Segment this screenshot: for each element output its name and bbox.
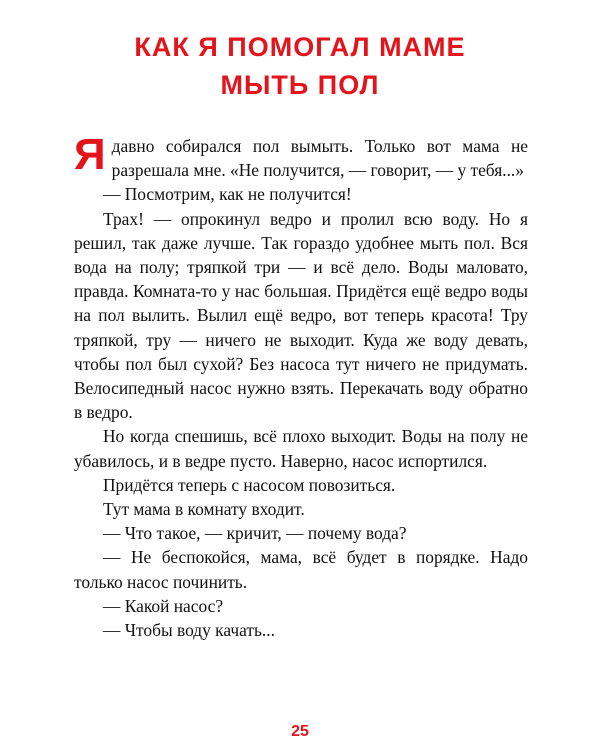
story-title <box>0 28 600 104</box>
page-number: 25 <box>291 723 309 740</box>
paragraph-6: Тут мама в комнату входит. <box>103 499 305 520</box>
drop-cap-letter: Я <box>74 130 106 179</box>
paragraph-9: — Какой насос? <box>103 595 224 616</box>
story-title-line-1: КАК Я ПОМОГАЛ МАМЕ <box>134 32 466 62</box>
paragraph-8: — Не беспокойся, мама, всё будет в порядке. Надо только насос починить. <box>74 547 528 592</box>
paragraph-1-text: давно собирался пол вымыть. Только вот мама не разрешала мне. «Не получится, — говорит, — у тебя...» <box>111 136 528 181</box>
paragraph-4: Но когда спешишь, всё плохо выходит. Воды на полу не убавилось, и в ведре пусто. Наверно, насос испортился. <box>74 426 528 471</box>
paragraph-7: — Что такое, — кричит, — почему вода? <box>103 523 407 544</box>
paragraph-10: — Чтобы воду качать... <box>103 620 275 641</box>
story-title-line-2: МЫТЬ ПОЛ <box>220 70 380 100</box>
paragraph-1 <box>74 130 528 182</box>
paragraph-2: — Посмотрим, как не получится! <box>103 184 352 205</box>
paragraph-5: Придётся теперь с насосом повозиться. <box>103 474 396 495</box>
paragraph-3: Трах! — опрокинул ведро и пролил всю воду. Но я решил, так даже лучше. Так гораздо удобнее мыть пол. Вся вода на полу; тряпкой три — и всё дело. Воды маловато, правда. Комната-то у нас большая. Придётся ещё ведро воды на пол вылить. Вылил ещё ведро, вот теперь красота! Тру тряпкой, тру — ничего не выходит. Куда же воду девать, чтобы пол был сухой? Без насоса тут ничего не придумать. Велосипедный насос нужно взять. Перекачать воду обратно в ведро. <box>74 208 528 423</box>
story-text <box>74 130 528 642</box>
